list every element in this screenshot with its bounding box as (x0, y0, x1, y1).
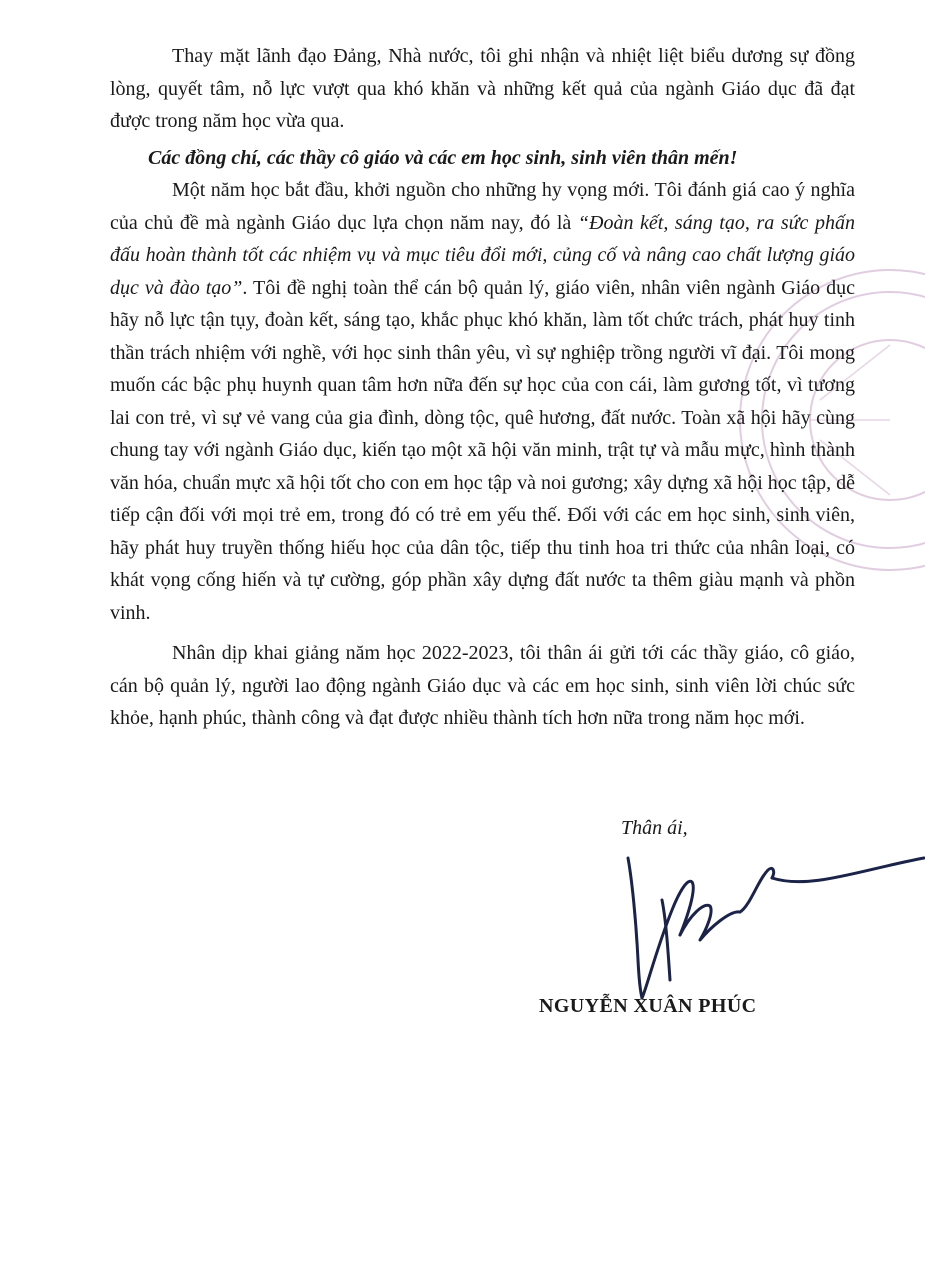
paragraph-3 (110, 637, 855, 735)
paragraph-2-start: Một năm học bắt đầu, khởi nguồn cho những hy vọng mới. Tôi đánh giá cao ý nghĩa của chủ đề mà ngành Giáo dục lựa chọn năm nay, đó là (110, 179, 855, 234)
paragraph-2 (110, 174, 855, 629)
signer-name: NGUYỄN XUÂN PHÚC (539, 995, 757, 1017)
paragraph-2-rest: . Tôi đề nghị toàn thể cán bộ quản lý, giáo viên, nhân viên ngành Giáo dục hãy nỗ lực tận tụy, đoàn kết, sáng tạo, khắc phục khó khăn, làm tốt chức trách, phát huy tinh thần trách nhiệm với nghề, với học sinh thân yêu, vì sự nghiệp trồng người vĩ đại. Tôi mong muốn các bậc phụ huynh quan tâm hơn nữa đến sự học của con cái, làm gương tốt, vì tương lai con trẻ, vì sự vẻ vang của gia đình, dòng tộc, quê hương, đất nước. Toàn xã hội hãy cùng chung tay với ngành Giáo dục, kiến tạo một xã hội văn minh, trật tự và mẫu mực, hình thành văn hóa, chuẩn mực xã hội tốt cho con em học tập và noi gương; xây dựng xã hội học tập, dễ tiếp cận đối với mọi trẻ em, trong đó có trẻ em yếu thế. Đối với các em học sinh, sinh viên, hãy phát huy truyền thống hiếu học của dân tộc, tiếp thu tinh hoa tri thức của nhân loại, có khát vọng cống hiến và tự cường, góp phần xây dựng đất nước ta thêm giàu mạnh và phồn vinh. (110, 276, 855, 624)
paragraph-2-text (110, 174, 855, 629)
education-theme-quote: “Đoàn kết, sáng tạo, ra sức phấn đấu hoàn thành tốt các nhiệm vụ và mục tiêu đổi mới, củng cố và nâng cao chất lượng giáo dục và đào tạo” (110, 211, 855, 299)
paragraph-3-text: Nhân dịp khai giảng năm học 2022-2023, tôi thân ái gửi tới các thầy giáo, cô giáo, cán bộ quản lý, người lao động ngành Giáo dục và các em học sinh, sinh viên lời chúc sức khỏe, hạnh phúc, thành công và đạt được nhiều thành tích hơn nữa trong năm học mới. (110, 642, 855, 729)
paragraph-1-text: Thay mặt lãnh đạo Đảng, Nhà nước, tôi ghi nhận và nhiệt liệt biểu dương sự đồng lòng, quyết tâm, nỗ lực vượt qua khó khăn và những kết quả của ngành Giáo dục đã đạt được trong năm học vừa qua. (110, 45, 855, 132)
closing-phrase: Thân ái, (621, 817, 688, 839)
salutation: Các đồng chí, các thầy cô giáo và các em học sinh, sinh viên thân mến! (148, 147, 738, 169)
paragraph-1 (110, 40, 855, 138)
